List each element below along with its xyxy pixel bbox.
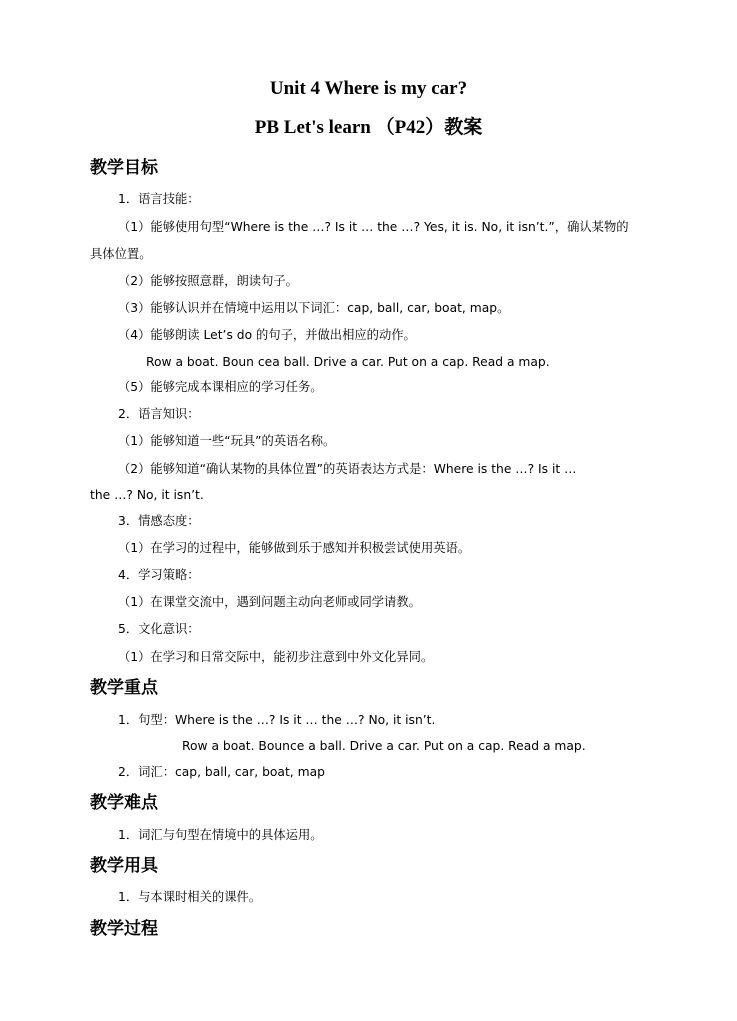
objective-line: 4．学习策略： — [118, 568, 200, 582]
objective-line: （3）能够认识并在情境中运用以下词汇：cap, ball, car, boat, map。 — [118, 301, 510, 315]
focus-line: Row a boat. Bounce a ball. Drive a car. Put on a cap. Read a map. — [182, 739, 586, 753]
objective-line: （2）能够知道“确认某物的具体位置”的英语表达方式是：Where is the …? Is it … — [118, 462, 577, 476]
doc-subtitle: PB Let's learn （P42）教案 — [254, 117, 483, 138]
objective-line: the …? No, it isn’t. — [90, 488, 204, 502]
difficulty-line: 1．词汇与句型在情境中的具体运用。 — [118, 828, 323, 842]
objective-line: Row a boat. Boun cea ball. Drive a car. Put on a cap. Read a map. — [146, 355, 550, 369]
objective-line: （1）在课堂交流中，遇到问题主动向老师或同学请教。 — [118, 595, 421, 609]
focus-line: 1．句型：Where is the …? Is it … the …? No, it isn’t. — [118, 713, 436, 727]
objective-line: （2）能够按照意群，朗读句子。 — [118, 274, 298, 288]
objective-line: 5．文化意识： — [118, 622, 200, 636]
objective-line: 2．语言知识： — [118, 407, 200, 421]
aids-line: 1．与本课时相关的课件。 — [118, 890, 262, 904]
heading-teaching-focus: 教学重点 — [90, 678, 158, 698]
objective-line: （5）能够完成本课相应的学习任务。 — [118, 380, 323, 394]
objective-line: 具体位置。 — [90, 247, 152, 261]
objective-line: 1．语言技能： — [118, 192, 200, 206]
doc-title: Unit 4 Where is my car? — [269, 78, 468, 99]
heading-teaching-process: 教学过程 — [90, 919, 158, 939]
objective-line: （1）能够使用句型“Where is the …? Is it … the …? Yes, it is. No, it isn’t.”，确认某物的 — [118, 220, 629, 234]
focus-line: 2．词汇：cap, ball, car, boat, map — [118, 765, 325, 779]
heading-teaching-aids: 教学用具 — [90, 856, 158, 876]
heading-teaching-objectives: 教学目标 — [90, 158, 158, 178]
heading-teaching-difficulties: 教学难点 — [90, 793, 158, 813]
objective-line: （1）能够知道一些“玩具”的英语名称。 — [118, 434, 336, 448]
objective-line: （4）能够朗读 Let’s do 的句子，并做出相应的动作。 — [118, 328, 416, 342]
objective-line: （1）在学习的过程中，能够做到乐于感知并积极尝试使用英语。 — [118, 541, 471, 555]
objective-line: （1）在学习和日常交际中，能初步注意到中外文化异同。 — [118, 650, 434, 664]
objective-line: 3．情感态度： — [118, 514, 200, 528]
